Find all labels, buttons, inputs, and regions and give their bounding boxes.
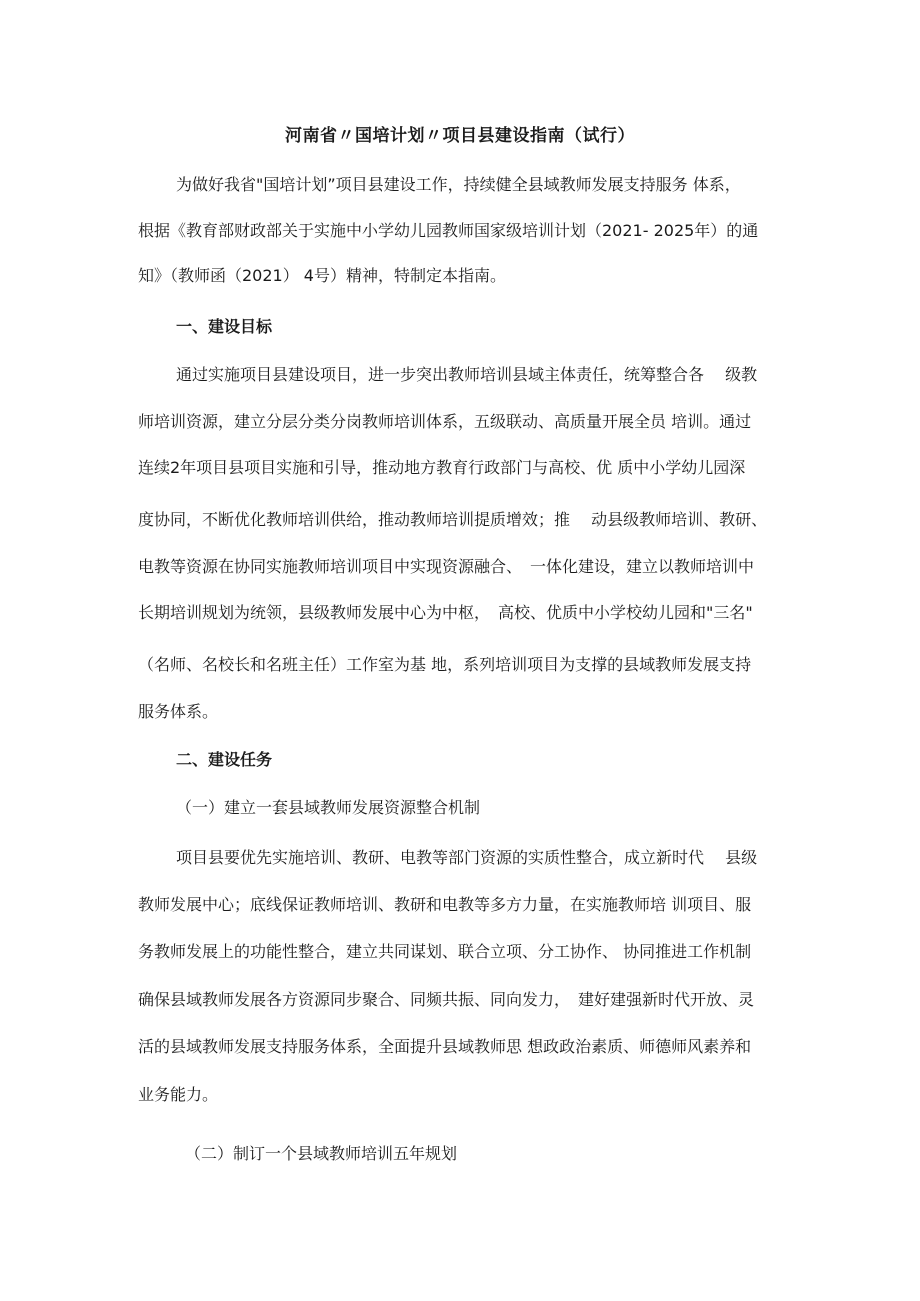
subsection1-line-1: 项目县要优先实施培训、教研、电教等部门资源的实质性整合，成立新时代 县级 (176, 848, 758, 867)
subsection1-line-4: 确保县域教师发展各方资源同步聚合、同频共振、同向发力， 建好建强新时代开放、灵 (138, 990, 755, 1009)
subsection1-line-3: 务教师发展上的功能性整合，建立共同谋划、联合立项、分工协作、 协同推进工作机制 (138, 942, 752, 961)
subsection1-heading: （一）建立一套县域教师发展资源整合机制 (176, 798, 481, 817)
section1-line-1: 通过实施项目县建设项目，进一步突出教师培训县域主体责任，统筹整合各 级教 (176, 365, 758, 384)
section1-line-8: 服务体系。 (138, 702, 219, 721)
subsection1-line-5: 活的县域教师发展支持服务体系，全面提升县域教师思 想政政治素质、师德师风素养和 (138, 1037, 752, 1056)
intro-line-2: 根据《教育部财政部关于实施中小学幼儿园教师国家级培训计划（2021- 2025年）的通 (138, 221, 759, 240)
intro-line-1: 为做好我省"国培计划”项目县建设工作，持续健全县域教师发展支持服务 体系， (176, 175, 741, 194)
subsection1-line-6: 业务能力。 (138, 1085, 219, 1104)
section1-line-3: 连续2年项目县项目实施和引导，推动地方教育行政部门与高校、优 质中小学幼儿园深 (138, 458, 746, 477)
document-title: 河南省〃国培计划〃项目县建设指南（试行） (285, 126, 635, 146)
section1-heading: 一、建设目标 (176, 317, 273, 336)
section1-line-5: 电教等资源在协同实施教师培训项目中实现资源融合、 一体化建设，建立以教师培训中 (138, 557, 755, 576)
section2-heading: 二、建设任务 (176, 750, 273, 769)
section1-line-4: 度协同，不断优化教师培训供给，推动教师培训提质增效；推 动县级教师培训、教研、 (138, 510, 768, 529)
subsection2-heading: （二）制订一个县域教师培训五年规划 (185, 1144, 458, 1163)
section1-line-7: （名师、名校长和名班主任）工作室为基 地，系列培训项目为支撑的县域教师发展支持 (138, 655, 752, 674)
section1-line-6: 长期培训规划为统领，县级教师发展中心为中枢， 高校、优质中小学校幼儿园和"三名" (138, 603, 753, 622)
intro-line-3: 知》（教师函（2021） 4号）精神，特制定本指南。 (138, 266, 506, 285)
section1-line-2: 师培训资源，建立分层分类分岗教师培训体系，五级联动、高质量开展全员 培训。通过 (138, 412, 752, 431)
subsection1-line-2: 教师发展中心；底线保证教师培训、教研和电教等多方力量，在实施教师培 训项目、服 (138, 895, 752, 914)
